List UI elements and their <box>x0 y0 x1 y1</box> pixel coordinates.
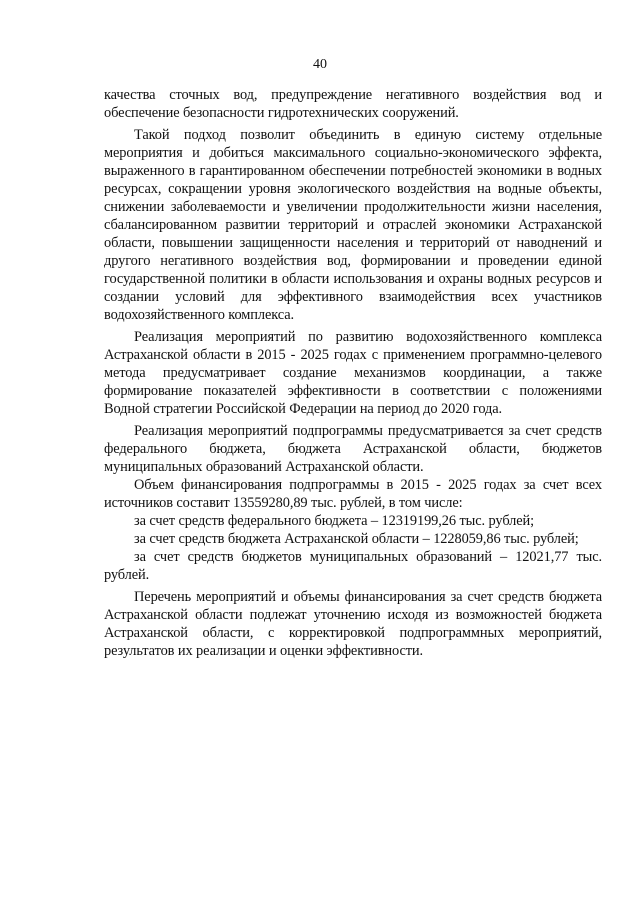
document-body <box>104 86 602 660</box>
paragraph-continuation: качества сточных вод, предупреждение негативного воздействия вод и обеспечение безопасности гидротехнических сооружений. <box>104 87 602 121</box>
paragraph-funding-sources: Реализация мероприятий подпрограммы предусматривается за счет средств федерального бюджета, бюджета Астраханской области, бюджетов муниципальных образований Астраханской области. <box>104 423 602 475</box>
funding-item-regional: за счет средств бюджета Астраханской области – 1228059,86 тыс. рублей; <box>134 531 579 547</box>
paragraph-adjustment: Перечень мероприятий и объемы финансирования за счет средств бюджета Астраханской области подлежат уточнению исходя из возможностей бюджета Астраханской области, с корректировкой подпрограммных мероприятий, результатов их реализации и оценки эффективности. <box>104 589 602 659</box>
paragraph-implementation: Реализация мероприятий по развитию водохозяйственного комплекса Астраханской области в 2015 - 2025 годах с применением программно-целевого метода предусматривает создание механизмов координации, а также формирование показателей эффективности в соответствии с положениями Водной стратегии Российской Федерации на период до 2020 года. <box>104 329 602 417</box>
paragraph-funding-volume: Объем финансирования подпрограммы в 2015 - 2025 годах за счет всех источников составит 13559280,89 тыс. рублей, в том числе: <box>104 477 602 511</box>
funding-item-federal: за счет средств федерального бюджета – 12319199,26 тыс. рублей; <box>134 513 535 529</box>
paragraph-approach: Такой подход позволит объединить в единую систему отдельные мероприятия и добиться максимального социально-экономического эффекта, выраженного в гарантированном обеспечении потребностей экономики в водных ресурсах, сокращении уровня экологического воздействия на водные объекты, снижении заболеваемости и увеличении продолжительности жизни населения, сбалансированном развитии территорий и отраслей экономики Астраханской области, повышении защищенности населения и территорий от наводнений и другого негативного воздействия вод, формировании и проведении единой государственной политики в области использования и охраны водных ресурсов и создании условий для эффективного взаимодействия всех участников водохозяйственного комплекса. <box>104 127 602 323</box>
funding-item-municipal: за счет средств бюджетов муниципальных образований – 12021,77 тыс. рублей. <box>104 549 602 583</box>
page-number: 40 <box>313 57 327 72</box>
